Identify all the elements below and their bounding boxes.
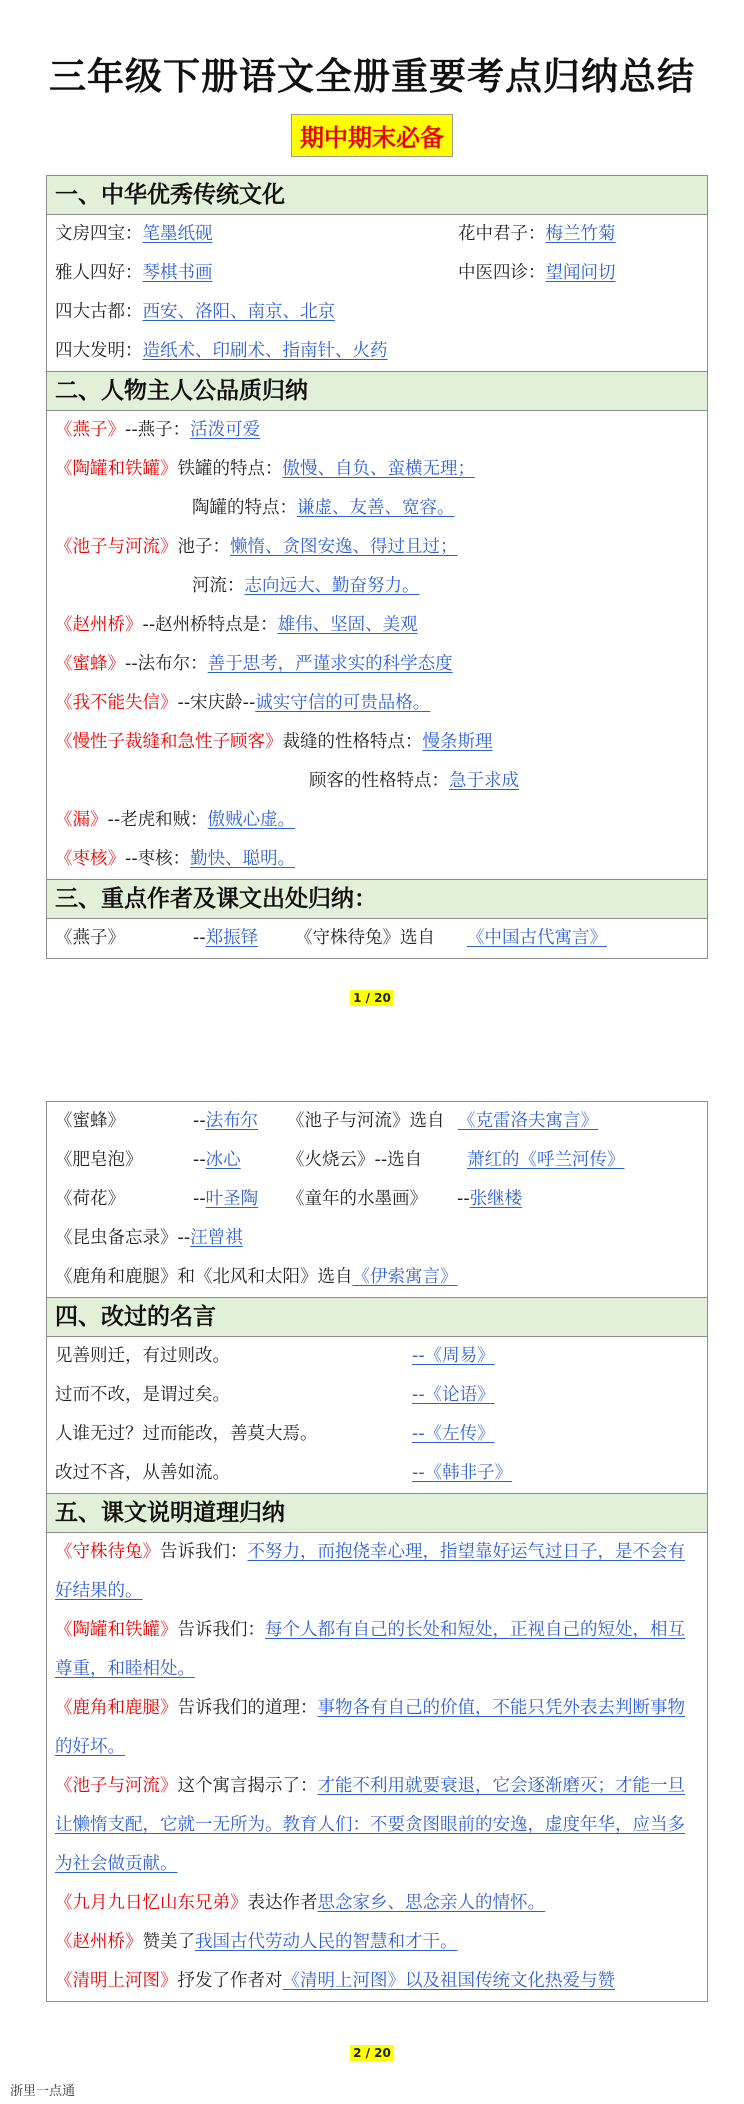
page2-box bbox=[46, 1101, 708, 2002]
character-row: 《我不能失信》--宋庆龄--诚实守信的可贵品格。 bbox=[55, 693, 431, 713]
page1-box bbox=[46, 175, 708, 959]
character-row: 《陶罐和铁罐》铁罐的特点：傲慢、自负、蛮横无理； bbox=[55, 459, 475, 479]
character-row: 《漏》--老虎和贼：傲贼心虚。 bbox=[55, 810, 296, 830]
character-row: 《枣核》--枣核：勤快、聪明。 bbox=[55, 849, 296, 869]
quote-row: 人谁无过？过而能改，善莫大焉。 --《左传》 bbox=[55, 1424, 495, 1444]
character-row: 《慢性子裁缝和急性子顾客》裁缝的性格特点：慢条斯理 bbox=[55, 732, 493, 752]
character-row: 《赵州桥》--赵州桥特点是：雄伟、坚固、美观 bbox=[55, 615, 418, 635]
lesson-item: 《陶罐和铁罐》告诉我们：每个人都有自己的长处和短处，正视自己的短处，相互尊重，和睦相处。 bbox=[55, 1620, 685, 1679]
section1-heading: 一、中华优秀传统文化 bbox=[47, 176, 707, 215]
lesson-item: 《鹿角和鹿腿》告诉我们的道理：事物各有自己的价值，不能只凭外表去判断事物的好坏。 bbox=[55, 1698, 685, 1757]
author-row: 《鹿角和鹿腿》和《北风和太阳》选自《伊索寓言》 bbox=[55, 1267, 458, 1287]
section3-heading: 三、重点作者及课文出处归纳： bbox=[47, 879, 707, 919]
culture-row: 四大古都：西安、洛阳、南京、北京 bbox=[55, 302, 335, 322]
lesson-item: 《九月九日忆山东兄弟》表达作者思念家乡、思念亲人的情怀。 bbox=[55, 1893, 545, 1913]
quote-row: 改过不吝，从善如流。 --《韩非子》 bbox=[55, 1463, 513, 1483]
author-row: 《荷花》 --叶圣陶 《童年的水墨画》 --张继楼 bbox=[55, 1189, 523, 1209]
author-row: 《肥皂泡》 --冰心 《火烧云》--选自 萧红的《呼兰河传》 bbox=[55, 1150, 625, 1170]
lesson-item: 《清明上河图》抒发了作者对《清明上河图》以及祖国传统文化热爱与赞 bbox=[55, 1971, 615, 1991]
quote-row: 见善则迁，有过则改。 --《周易》 bbox=[55, 1346, 495, 1366]
character-row: 《蜜蜂》--法布尔：善于思考，严谨求实的科学态度 bbox=[55, 654, 453, 674]
character-row: 《池子与河流》池子：懒惰、贪图安逸、得过且过； bbox=[55, 537, 458, 557]
culture-row: 四大发明：造纸术、印刷术、指南针、火药 bbox=[55, 341, 388, 361]
author-row: 《蜜蜂》 --法布尔 《池子与河流》选自 《克雷洛夫寓言》 bbox=[55, 1111, 598, 1131]
quote-row: 过而不改，是谓过矣。 --《论语》 bbox=[55, 1385, 495, 1405]
character-row: 陶罐的特点：谦虚、友善、宽容。 bbox=[192, 498, 455, 518]
character-row: 河流：志向远大、勤奋努力。 bbox=[192, 576, 420, 596]
subtitle-badge: 期中期末必备 bbox=[291, 114, 453, 157]
page-number: 1 / 20 bbox=[0, 987, 744, 1006]
character-row: 顾客的性格特点：急于求成 bbox=[309, 771, 519, 791]
author-row: 《燕子》 --郑振铎 《守株待兔》选自 《中国古代寓言》 bbox=[55, 928, 607, 948]
page-number: 2 / 20 bbox=[0, 2042, 744, 2061]
section2-heading: 二、人物主人公品质归纳 bbox=[47, 371, 707, 411]
culture-row: 雅人四好：琴棋书画 中医四诊：望闻问切 bbox=[55, 263, 616, 283]
lesson-item: 《赵州桥》赞美了我国古代劳动人民的智慧和才干。 bbox=[55, 1932, 458, 1952]
author-row: 《昆虫备忘录》--汪曾祺 bbox=[55, 1228, 243, 1248]
footer-watermark: 浙里一点通 bbox=[10, 2084, 76, 2099]
culture-row: 文房四宝：笔墨纸砚 花中君子：梅兰竹菊 bbox=[55, 224, 616, 244]
section5-heading: 五、课文说明道理归纳 bbox=[47, 1493, 707, 1533]
lesson-item: 《守株待兔》告诉我们：不努力，而抱侥幸心理，指望靠好运气过日子，是不会有好结果的。 bbox=[55, 1542, 685, 1601]
page-title: 三年级下册语文全册重要考点归纳总结 bbox=[49, 55, 695, 98]
lesson-item: 《池子与河流》这个寓言揭示了：才能不利用就要衰退，它会逐渐磨灭；才能一旦让懒惰支配，它就一无所为。教育人们：不要贪图眼前的安逸，虚度年华，应当多为社会做贡献。 bbox=[55, 1776, 685, 1874]
section4-heading: 四、改过的名言 bbox=[47, 1297, 707, 1337]
character-row: 《燕子》--燕子：活泼可爱 bbox=[55, 420, 261, 440]
